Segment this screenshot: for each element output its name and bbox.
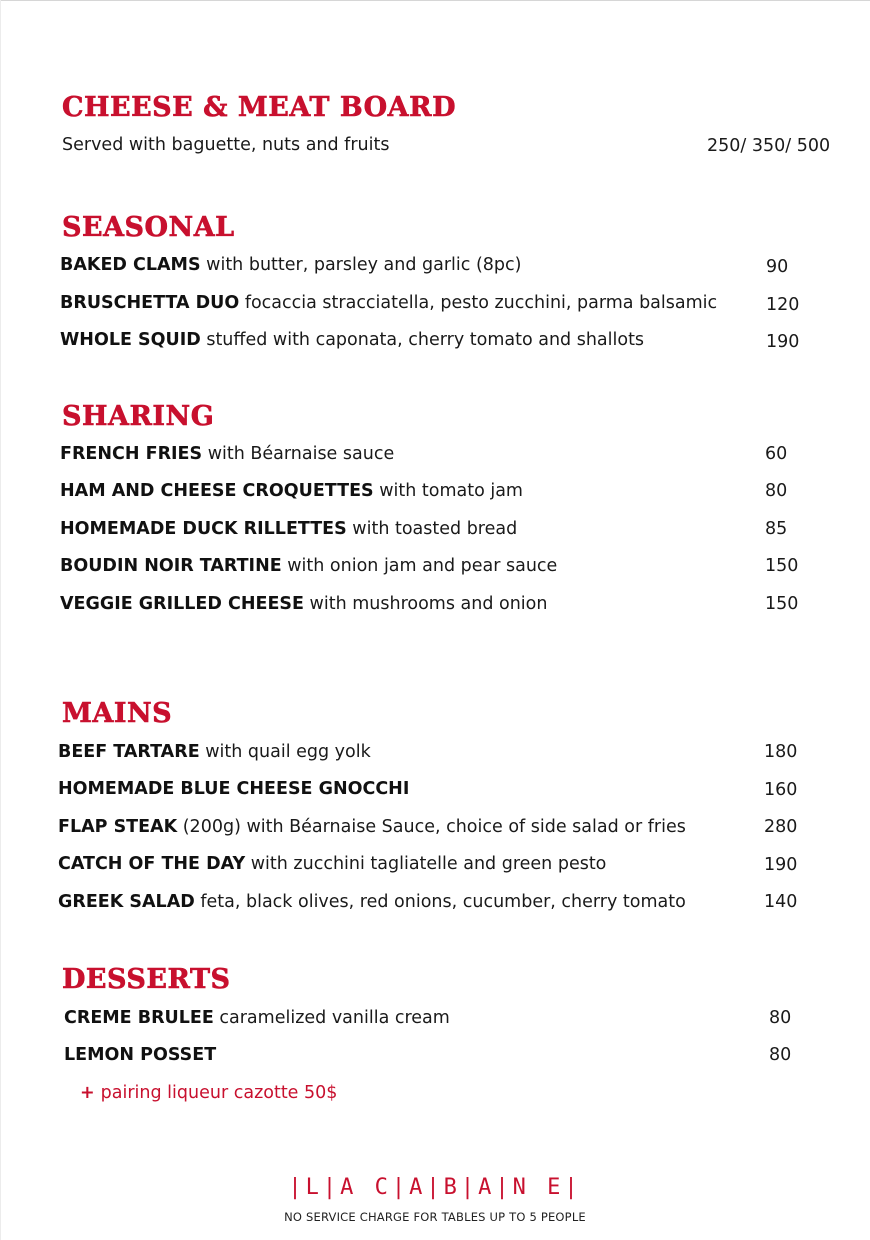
menu-item-name: WHOLE SQUID [60, 330, 201, 350]
menu-item-price: 85 [765, 519, 788, 539]
menu-item [64, 1043, 216, 1067]
menu-item-name: HOMEMADE DUCK RILLETTES [60, 519, 347, 539]
menu-item-price: 80 [769, 1045, 792, 1065]
menu-item-name: HOMEMADE BLUE CHEESE GNOCCHI [58, 779, 410, 799]
menu-item-price: 80 [765, 481, 788, 501]
menu-item-name: HAM AND CHEESE CROQUETTES [60, 481, 374, 501]
section-title-cheese-board: CHEESE & MEAT BOARD [62, 92, 456, 123]
cheese-board-desc-text: Served with baguette, nuts and fruits [62, 135, 390, 155]
menu-item-name: FRENCH FRIES [60, 444, 203, 464]
menu-item-price: 190 [766, 332, 800, 352]
menu-item-desc: with butter, parsley and garlic (8pc) [200, 255, 522, 275]
menu-item [60, 291, 717, 315]
brand-logo: |L|A C|A|B|A|N E| [288, 1175, 582, 1200]
pairing-text: pairing liqueur cazotte 50$ [100, 1083, 338, 1103]
footer-note: NO SERVICE CHARGE FOR TABLES UP TO 5 PEOPLE [284, 1210, 586, 1224]
menu-item-price: 60 [765, 444, 788, 464]
menu-item-price: 160 [764, 780, 798, 800]
section-title-desserts: DESSERTS [62, 964, 231, 995]
menu-item-name: VEGGIE GRILLED CHEESE [60, 594, 304, 614]
menu-item-desc: (200g) with Béarnaise Sauce, choice of side salad or fries [177, 817, 686, 837]
menu-item-price: 120 [766, 295, 800, 315]
menu-item-name: LEMON POSSET [64, 1045, 217, 1065]
menu-item-desc: focaccia stracciatella, pesto zucchini, parma balsamic [239, 293, 718, 313]
top-divider [0, 0, 870, 1]
cheese-board-price: 250/ 350/ 500 [707, 136, 831, 156]
menu-item-desc: with zucchini tagliatelle and green pesto [245, 854, 607, 874]
menu-item-price: 180 [764, 742, 798, 762]
cheese-board-description [62, 133, 389, 157]
pairing-note [80, 1081, 337, 1105]
menu-item [58, 740, 371, 764]
menu-item-desc: with tomato jam [373, 481, 523, 501]
menu-item [64, 1006, 450, 1030]
menu-item [60, 517, 517, 541]
menu-item [60, 328, 644, 352]
menu-item-name: BRUSCHETTA DUO [60, 293, 240, 313]
menu-item-desc: with Béarnaise sauce [202, 444, 395, 464]
section-title-mains: MAINS [62, 698, 173, 729]
menu-item-desc: caramelized vanilla cream [213, 1008, 450, 1028]
menu-item-name: GREEK SALAD [58, 892, 195, 912]
menu-item-price: 150 [765, 556, 799, 576]
menu-item-price: 190 [764, 855, 798, 875]
menu-item [58, 852, 606, 876]
menu-item [60, 253, 521, 277]
menu-item [60, 554, 557, 578]
menu-item [58, 890, 686, 914]
section-title-seasonal: SEASONAL [62, 212, 235, 243]
menu-item-price: 90 [766, 257, 789, 277]
menu-item [58, 815, 686, 839]
menu-item-name: BAKED CLAMS [60, 255, 201, 275]
menu-item-desc: with quail egg yolk [199, 742, 371, 762]
menu-item-name: CREME BRULEE [64, 1008, 214, 1028]
menu-item-desc: feta, black olives, red onions, cucumber, cherry tomato [194, 892, 686, 912]
menu-item-name: BEEF TARTARE [58, 742, 200, 762]
menu-item-desc: with toasted bread [346, 519, 518, 539]
menu-item-desc: stuffed with caponata, cherry tomato and shallots [200, 330, 645, 350]
menu-item [60, 442, 394, 466]
plus-icon: + [80, 1083, 95, 1103]
menu-item-desc: with mushrooms and onion [303, 594, 548, 614]
left-edge-divider [0, 0, 1, 1240]
menu-item-price: 80 [769, 1008, 792, 1028]
menu-item-price: 140 [764, 892, 798, 912]
menu-item-name: BOUDIN NOIR TARTINE [60, 556, 282, 576]
menu-item-price: 280 [764, 817, 798, 837]
menu-item-desc: with onion jam and pear sauce [281, 556, 558, 576]
menu-item-name: FLAP STEAK [58, 817, 178, 837]
menu-item-price: 150 [765, 594, 799, 614]
menu-item [60, 479, 523, 503]
menu-item [60, 592, 547, 616]
section-title-sharing: SHARING [62, 401, 215, 432]
menu-item [58, 777, 409, 801]
menu-item-name: CATCH OF THE DAY [58, 854, 246, 874]
